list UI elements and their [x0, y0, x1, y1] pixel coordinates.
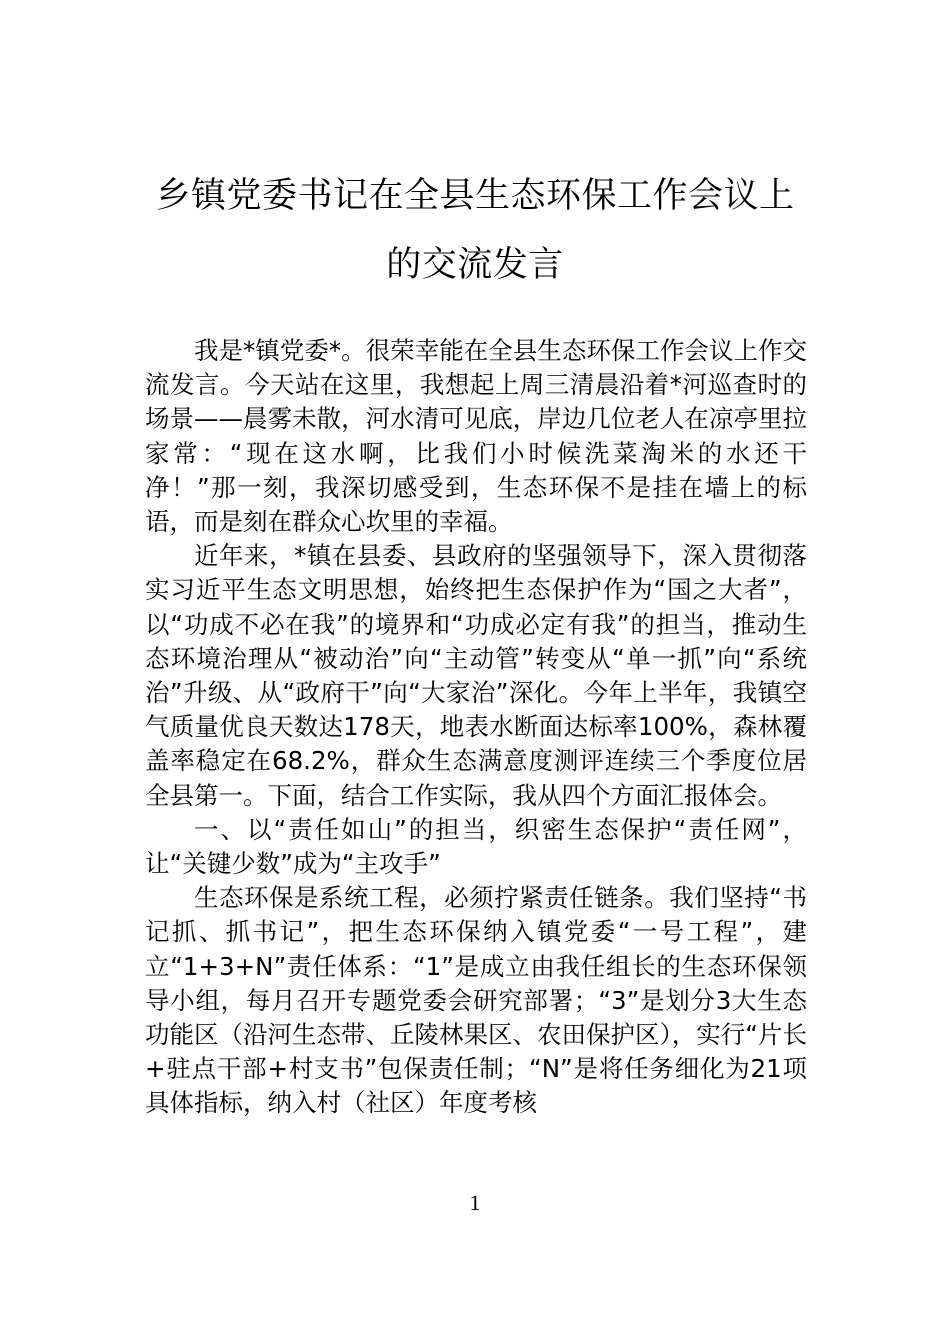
paragraph-intro: 我是*镇党委*。很荣幸能在全县生态环保工作会议上作交流发言。今天站在这里，我想起上周三清晨沿着*河巡查时的场景——晨雾未散，河水清可见底，岸边几位老人在凉亭里拉家常：“现在这水啊，比我们小时候洗菜淘米的水还干净！”那一刻，我深切感受到，生态环保不是挂在墙上的标语，而是刻在群众心坎里的幸福。 [145, 336, 807, 537]
paragraph-responsibility: 生态环保是系统工程，必须拧紧责任链条。我们坚持“书记抓、抓书记”，把生态环保纳入镇党委“一号工程”，建立“1+3+N”责任体系：“1”是成立由我任组长的生态环保领导小组，每月召开专题党委会研究部署；“3”是划分3大生态功能区（沿河生态带、丘陵林果区、农田保护区），实行“片长+驻点干部+村支书”包保责任制；“N”是将任务细化为21项具体指标，纳入村（社区）年度考核 [145, 883, 807, 1118]
document-title-line-2: 的交流发言 [386, 245, 564, 285]
document-body [145, 334, 807, 1121]
page-number: 1 [469, 1190, 481, 1215]
document-title-line-1: 乡镇党委书记在全县生态环保工作会议上 [155, 176, 795, 216]
paragraph-achievements: 近年来，*镇在县委、县政府的坚强领导下，深入贯彻落实习近平生态文明思想，始终把生态保护作为“国之大者”，以“功成不必在我”的境界和“功成必定有我”的担当，推动生态环境治理从“被动治”向“主动管”转变从“单一抓”向“系统治”升级、从“政府干”向“大家治”深化。今年上半年，我镇空气质量优良天数达178天，地表水断面达标率100%，森林覆盖率稳定在68.2%，群众生态满意度测评连续三个季度位居全县第一。下面，结合工作实际，我从四个方面汇报体会。 [145, 541, 807, 810]
section-heading-1: 一、以“责任如山”的担当，织密生态保护“责任网”，让“关键少数”成为“主攻手” [145, 814, 807, 879]
